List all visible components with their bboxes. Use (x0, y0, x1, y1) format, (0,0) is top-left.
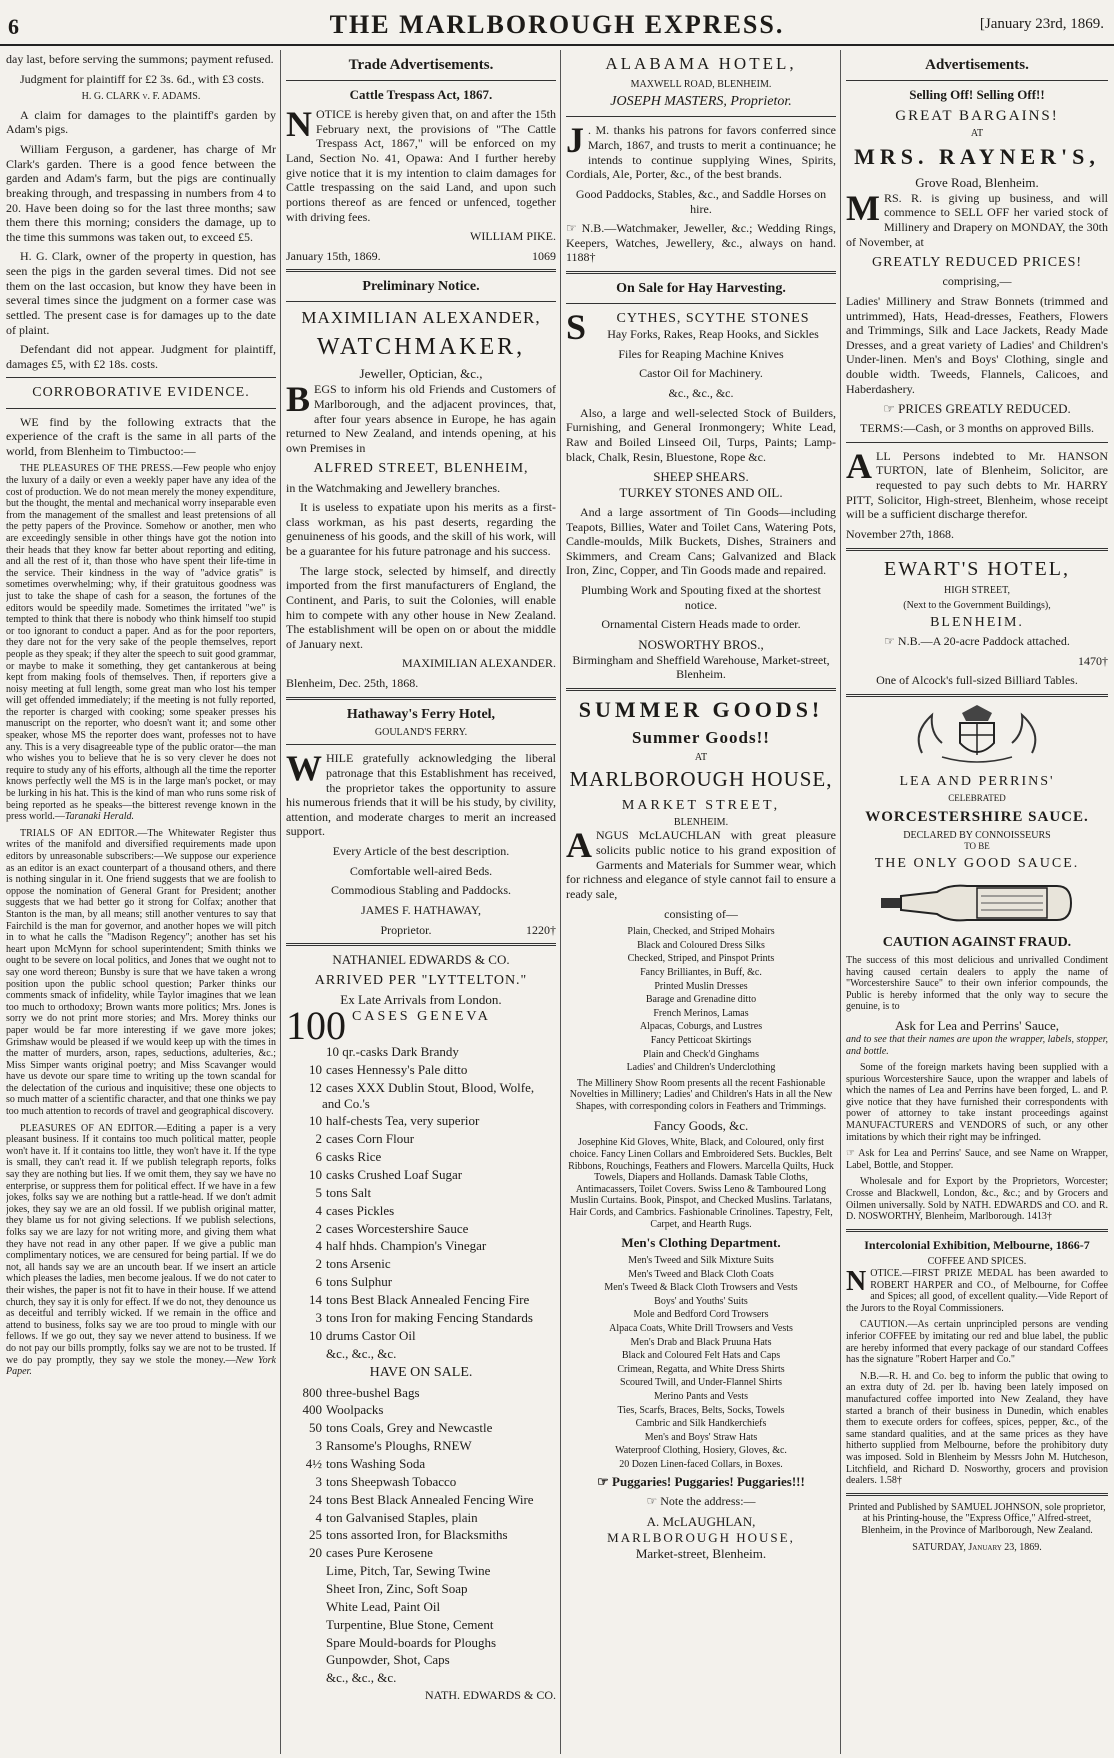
pointing-hand-icon: ☞ (846, 1148, 859, 1160)
ad-title: Cattle Trespass Act, 1867. (349, 87, 493, 103)
stock-item (286, 1599, 556, 1615)
ad-warning: CAUTION AGAINST FRAUD. (882, 935, 1072, 950)
stock-description: Woolpacks (326, 1402, 384, 1418)
ad-subtitle: DECLARED BY CONNOISSEURS (903, 829, 1051, 841)
stock-description: &c., &c., &c. (326, 1345, 397, 1361)
stock-item (286, 1238, 556, 1254)
stock-description: cases Hennessy's Pale ditto (326, 1061, 468, 1077)
ad-body: &c., &c., &c. (668, 386, 734, 401)
stock-item (286, 1185, 556, 1201)
ad-body: S CYTHES, SCYTHE STONES Hay Forks, Rakes, Reap Hooks, and Sickles (566, 307, 819, 348)
clothing-item: Black and Coloured Felt Hats and Caps (621, 1350, 781, 1362)
ad-signature: WILLIAM PIKE. (470, 229, 556, 244)
ad-address: MARKET STREET, (621, 797, 781, 813)
stock-item (286, 1474, 556, 1490)
ad-body: Ladies' Millinery and Straw Bonnets (trimmed and untrimmed), Hats, Head-dresses, Feathers, Flowers and Trimmings, Silk and Lace Jackets, Ready Made Dresses, and a great variety of Ladies' and Children's Under-linen. Men's and Boys' Clothing, single and double width. Tweeds, Flannels, Calicoes, and Haberdashery. (846, 293, 1108, 396)
clothing-item: Ties, Scarfs, Braces, Belts, Socks, Towels (617, 1404, 785, 1416)
ad-slogan: THE ONLY GOOD SAUCE. (874, 855, 1080, 871)
ad-signature: NOSWORTHY BROS., (638, 636, 764, 652)
stock-description: ton Galvanised Staples, plain (326, 1509, 478, 1525)
clothing-item: Alpaca Coats, White Drill Trowsers and Vests (609, 1322, 793, 1334)
stock-item (286, 1438, 556, 1454)
stock-description: casks Rice (326, 1149, 382, 1165)
divider (846, 442, 1108, 443)
clothing-item: Boys' and Youths' Suits (654, 1295, 748, 1307)
stock-item (286, 1563, 556, 1579)
stock-description: cases Pickles (326, 1202, 395, 1218)
stock-quantity: 2 (315, 1256, 322, 1272)
ad-body: Wholesale and for Export by the Proprietors, Worcester; Crosse and Blackwell, London, &c., &c.; and by Grocers and Oilmen universally. Sold by NATH. EDWARDS and CO. and R. D. NOSWORTHY, Blenheim, Marlborough. 1413† (846, 1176, 1108, 1223)
stock-quantity: 6 (315, 1274, 322, 1290)
ad-section: Men's Clothing Department. (621, 1235, 781, 1251)
ad-body: BEGS to inform his old Friends and Customers of Marlborough, and the adjacent provinces, that, after four years absence in Europe, he has again returned to New Zealand, and intends opening, at his own Premises in (286, 379, 556, 455)
ad-body: One of Alcock's full-sized Billiard Tables. (876, 673, 1078, 688)
ad-body: ☞ N.B.—A 20-acre Paddock attached. (884, 634, 1070, 649)
court-text: William Ferguson, a gardener, has charge of Mr Clark's garden. There is a good fence between the garden and Adam's farm, but the pigs are continually breaking through, and trespassing in numbers from 4 to 20. Have been doing so for the last three months; saw them there this morning; considers the damage, up to the time this summons was taken out, to exceed £5. (6, 142, 276, 244)
clothing-item: Merino Pants and Vests (654, 1390, 748, 1402)
ad-body: and to see that their names are upon the wrapper, labels, stopper, and bottle. (846, 1033, 1108, 1057)
stock-description: Gunpowder, Shot, Caps (326, 1652, 450, 1668)
ad-body: NOTICE.—FIRST PRIZE MEDAL has been awarded to ROBERT HARPER and CO., of Melbourne, for Coffee and Spices; all good, of excellent quality.—Vide Report of the Jurors to the Royal Commissioners. (846, 1266, 1108, 1314)
ad-body: Josephine Kid Gloves, White, Black, and Coloured, only first choice. Fancy Linen Collars and Embroidered Sets. Buckles, Belt Ribbons, Rouchings, Feathers and Flowers. Marcella Quilts, Huck Towels, Diapers and Hollands. Damask Table Cloths, Antimacassers, Toilet Covers. Swiss Leno & Tamboured Long Muslin Curtains. Book, Pinspot, and Checked Muslins. Tarlatans, Hair Cords, and Cambrics. Fashionable Crinolines. Tapestry, Felt, Carpet, and Hearth Rugs. (568, 1137, 834, 1230)
ad-body: Castor Oil for Machinery. (639, 366, 763, 381)
divider (286, 301, 556, 302)
stock-description: tons Best Black Annealed Fencing Fire (326, 1292, 530, 1308)
article-intro: WE find by the following extracts that the experience of the craft is the same in all parts of the world, from Blenheim to Timbuctoo:— (6, 414, 276, 458)
stock-item (286, 1062, 556, 1078)
ad-body: MRS. R. is giving up business, and will commence to SELL OFF her varied stock of Millinery and Drapery on MONDAY, the 30th of November, at (846, 187, 1108, 249)
clothing-item: Men's Tweed & Black Cloth Trowsers and Vests (604, 1282, 798, 1294)
stock-description: cases Worcestershire Sauce (326, 1220, 469, 1236)
ad-subtitle: Ex Late Arrivals from London. (340, 992, 502, 1008)
stock-quantity: 3 (315, 1309, 322, 1325)
divider (6, 408, 276, 409)
clothing-item: Men's Tweed and Silk Mixture Suits (628, 1254, 774, 1266)
ad-subtitle: Summer Goods!! (632, 727, 770, 747)
stock-item (286, 1310, 556, 1326)
ad-subtitle: CELEBRATED (948, 793, 1006, 804)
stock-item (286, 1617, 556, 1633)
ad-title: SUMMER GOODS! (578, 697, 824, 723)
stock-quantity: 10 (309, 1113, 322, 1129)
stock-quantity: 24 (309, 1491, 322, 1507)
ad-ref: 1470† (1078, 653, 1108, 668)
ad-body: Ornamental Cistern Heads made to order. (601, 617, 801, 632)
stock-quantity: 5 (315, 1184, 322, 1200)
stock-description: tons Washing Soda (326, 1456, 426, 1471)
ad-body: Plumbing Work and Spouting fixed at the shortest notice. (581, 583, 821, 612)
ad-banner: Selling Off! Selling Off!! (909, 87, 1045, 103)
ad-body: Ask for Lea and Perrins' Sauce, (894, 1018, 1060, 1034)
ad-date: November 27th, 1868. (846, 526, 954, 541)
article-extract: THE PLEASURES OF THE PRESS.—Few people who enjoy the luxury of a daily or even a weekly paper have any idea of the cost of production. We do not mean merely the money expenditure, but the thought, the mental and mechanical worry inseparable even from the management of the smallest and least pretensions of all the petty papers of the Province. Somehow or another, men who are exceedingly sensible in other things have got the notion into their heads that they know far better about reporting and editing, and all the rest of it, than those who have spent their life-time in the service. Their kindness in the way of "advice gratis" is sometimes overwhelming; why, if their gratuitous goodness was just to take the shape of cash for a season, the fortunes of the editors would be speedily made. Sometimes the irritated "we" is tempted to think that there is nobody who think himself too stupid or too ignorant to conduct a paper. And as for the poor reporters, they dare not for the very sake of the people themselves, report people as they speak; if they alter the speech to suit good grammar, or maybe to make it something, they get cantankerous at being kept from making fools of themselves. Then, if reporters give a noisy meeting at full length, some great man who lost his temper will get offended immediately; if the meeting is not fully reported, the reporter is charged with cooking; some speaker presses his manuscript on the reporter, who doesn't want it; and some other speaker, whose MS the reporter does want, professes not to have any. This is a very disagreeable type of the public orator—the man who wishes you to believe that he is so very clever he does not require to study any of his efforts, although all the time the reporter knows perfectly well the MS is in the large man's pocket, or may be lurking in his hat. This is the kind of man who runs some risk of being reported as he speaks—the bitterest revenge known in the press world.—Taranaki Herald. (6, 463, 276, 823)
stock-quantity: 10 (309, 1061, 322, 1077)
ad-date: Blenheim, Dec. 25th, 1868. (286, 676, 419, 691)
stock-description: tons assorted Iron, for Blacksmiths (326, 1527, 508, 1543)
sauce-bottle-icon (877, 876, 1077, 930)
stock-item (286, 1256, 556, 1272)
ad-store: MARLBOROUGH HOUSE, (569, 767, 833, 792)
article-extract: PLEASURES OF AN EDITOR.—Editing a paper is a very pleasant business. If it contains too much political matter, people won't have it. If it contains too little, they won't have it. If the type is small, they can't read it. If we publish telegraph reports, folks say they are nothing but lies. If we omit them, they say we have no enterprise, or suppress them for political effect. If we have in a few jokes, folks say we are nothing but a rattle-head. If we don't admit jokes, they say we are an old fossil. If we publish original matter, they blame us for not giving selections. If we publish selections, folks say we are lazy for not writing more, and giving them what they have not read in any other paper. If we give a public man complimentary notices, we are censured for being partial. If we do not, all hands say we are an uncouth bear. If we insert an article which pleases the ladies, men become jealous. If we do not cater to their wishes, the paper is not fit to have in their house. If we attend church, they say it is only for effect. If we do not, they denounce us as deceitful and terribly wicked. If we remain in the office and attend to business, folks say we are too proud to mingle with our fellows. If we go out, they say we never attend to business. If we do not pay our bills promptly, folks say we are not to be trusted. If we do pay promptly, they say we stole the money.—New York Paper. (6, 1122, 276, 1378)
goods-item: Fancy Brilliantes, in Buff, &c. (640, 966, 762, 978)
stock-quantity: 3 (315, 1438, 322, 1454)
ad-address: (Next to the Government Buildings), (903, 599, 1051, 611)
ad-banner: ☞ PRICES GREATLY REDUCED. (883, 401, 1071, 417)
sale-list (286, 1385, 556, 1687)
stock-quantity: 12 (309, 1079, 322, 1095)
ad-signature: MAXIMILIAN ALEXANDER. (402, 656, 556, 671)
article-heading: CORROBORATIVE EVIDENCE. (32, 385, 250, 401)
goods-item: French Merinos, Lamas (653, 1007, 749, 1019)
stock-quantity: 400 (302, 1402, 322, 1418)
stock-item (286, 1328, 556, 1344)
case-title: H. G. CLARK v. F. ADAMS. (81, 91, 201, 103)
ad-body: Also, a large and well-selected Stock of Builders, Furnishing, and General Ironmongery; White Lead, Raw and Boiled Linseed Oil, Turps, Paints; Lamp-black, Chalk, Resin, Bluestone, Rope &c. (566, 405, 836, 464)
imprint: Printed and Published by SAMUEL JOHNSON, sole proprietor, at his Printing-house, the "Express Office," Alfred-street, Blenheim, in the Province of Marlborough, New Zealand. (848, 1501, 1106, 1536)
ad-subtitle: COFFEE AND SPICES. (927, 1256, 1027, 1268)
goods-item: Printed Muslin Dresses (654, 980, 748, 992)
stock-item: CASES GENEVA (352, 1009, 491, 1025)
stock-item (286, 1131, 556, 1147)
stock-description: cases Corn Flour (326, 1131, 415, 1147)
stock-item (286, 1167, 556, 1183)
stock-description: tons Sheepwash Tobacco (326, 1473, 457, 1489)
stock-description: Turpentine, Blue Stone, Cement (326, 1616, 494, 1632)
stock-description: White Lead, Paint Oil (326, 1598, 441, 1614)
divider (566, 688, 836, 691)
stock-item (286, 1545, 556, 1561)
stock-item (286, 1203, 556, 1219)
pointing-hand-icon: ☞ (884, 634, 898, 649)
stock-description: cases Pure Kerosene (326, 1545, 433, 1561)
ad-subtitle: TURKEY STONES AND OIL. (619, 485, 783, 501)
divider (846, 1493, 1108, 1496)
ad-body: consisting of— (664, 906, 738, 921)
ad-store: MRS. RAYNER'S, (854, 144, 1100, 170)
ad-body: WHILE gratefully acknowledging the liberal patronage that this Establishment has received, the proprietor takes the opportunity to assure his numerous friends that it will be his study, by civility, attention, and moderate charges to merit an increased support. (286, 748, 556, 839)
ad-banner: ☞ Puggaries! Puggaries! Puggaries!!! (597, 1474, 805, 1490)
stock-quantity: 10 (309, 1167, 322, 1183)
goods-item: Plain and Check'd Ginghams (643, 1048, 759, 1060)
stock-quantity: 50 (309, 1420, 322, 1436)
ad-address: Birmingham and Sheffield Warehouse, Market-street, Blenheim. (572, 652, 830, 682)
page-number: 6 (8, 14, 19, 39)
divider (846, 694, 1108, 697)
divider (286, 269, 556, 272)
ad-body: ☞ N.B.—Watchmaker, Jeweller, &c.; Wedding Rings, Keepers, Watches, Jewellery, &c., always on hand. 1188† (566, 221, 836, 265)
stock-item (286, 1581, 556, 1597)
divider (286, 80, 556, 81)
ad-body: Good Paddocks, Stables, &c., and Saddle Horses on hire. (575, 186, 827, 216)
stock-item (286, 1113, 556, 1129)
ad-body: ALL Persons indebted to Mr. HANSON TURTON, late of Blenheim, Solicitor, are requested to pay such debts to Mr. HARRY PITT, Solicitor, High-street, Blenheim, whose receipt will be a sufficient discharge therefor. (846, 445, 1108, 522)
stock-description: 10 qr.-casks Dark Brandy (326, 1044, 459, 1060)
stock-item (286, 1420, 556, 1436)
ad-name: MAXIMILIAN ALEXANDER, (301, 308, 541, 328)
ad-title: EWART'S HOTEL, (884, 557, 1070, 580)
royal-crest-icon (902, 703, 1052, 767)
stock-description: tons Coals, Grey and Newcastle (326, 1420, 493, 1436)
divider (566, 116, 836, 117)
stock-quantity: 10 (309, 1327, 322, 1343)
clothing-item: Cambric and Silk Handkerchiefs (635, 1418, 767, 1430)
ad-address: Grove Road, Blenheim. (915, 174, 1039, 190)
ad-title: ALABAMA HOTEL, (605, 54, 797, 73)
divider (566, 303, 836, 304)
ad-subtitle: GOULAND'S FERRY. (374, 726, 468, 738)
stock-quantity: 20 (309, 1545, 322, 1561)
goods-item: Alpacas, Coburgs, and Lustres (639, 1021, 763, 1033)
ad-body: Some of the foreign markets having been supplied with a spurious Worcestershire Sauce, upon the wrapper and labels of which the names of Lea and Perrins have been forged, L. and P. give notice that they have furnished their correspondents with power of attorney to take instant proceedings against MANUFACTURERS and VENDORS of such, or any other imitations by which their right may be infringed. (846, 1062, 1108, 1143)
column-1 (6, 52, 276, 1752)
ad-address: MARLBOROUGH HOUSE, (607, 1529, 795, 1545)
ad-signature: NATH. EDWARDS & CO. (424, 1688, 556, 1703)
stock-headline (286, 1008, 556, 1044)
clothing-item: Men's and Boys' Straw Hats (644, 1431, 758, 1443)
ad-title: GREAT BARGAINS! (895, 108, 1059, 125)
ad-trade: WATCHMAKER, (316, 334, 526, 361)
ad-body: The Millinery Show Room presents all the recent Fashionable Novelties in Millinery; Ladies' and Children's Hats in all the New Shapes, with corresponding colors in Feathers and Trimmings. (569, 1077, 833, 1112)
court-text: A claim for damages to the plaintiff's garden by Adam's pigs. (6, 107, 276, 137)
stock-description: tons Sulphur (326, 1274, 393, 1290)
pointing-hand-icon: ☞ (883, 401, 899, 417)
ad-address: BLENHEIM. (673, 816, 729, 828)
pointing-hand-icon: ☞ (646, 1494, 661, 1509)
stock-description: Spare Mould-boards for Ploughs (326, 1634, 497, 1650)
ad-at: AT (694, 751, 708, 763)
clothing-list (566, 1255, 836, 1471)
stock-description: Ransome's Ploughs, RNEW (326, 1438, 472, 1454)
ad-title: On Sale for Hay Harvesting. (616, 281, 786, 297)
goods-item: Black and Coloured Dress Silks (637, 939, 765, 951)
stock-item (286, 1044, 556, 1060)
ad-signature: A. McLAUGHLAN, (646, 1513, 756, 1529)
clothing-item: Waterproof Clothing, Hosiery, Gloves, &c. (615, 1445, 787, 1457)
ad-title: LEA AND PERRINS' (899, 774, 1055, 790)
clothing-item: Crimean, Regatta, and White Dress Shirts (617, 1363, 785, 1375)
stock-list (286, 1044, 556, 1361)
stock-item (286, 1510, 556, 1526)
stock-item (286, 1402, 556, 1418)
stock-description: three-bushel Bags (326, 1384, 420, 1400)
stock-description: tons Arsenic (326, 1256, 391, 1272)
ad-subtitle: TO BE (964, 841, 990, 852)
ad-line: Commodious Stabling and Paddocks. (331, 883, 511, 898)
ad-role: Proprietor. 1220† (380, 922, 556, 937)
ad-address: HIGH STREET, (944, 584, 1010, 596)
ad-subtitle: Jeweller, Optician, &c., (359, 366, 483, 382)
clothing-item: Men's Tweed and Black Cloth Coats (628, 1268, 774, 1280)
ad-body: NOTICE is hereby given that, on and after the 15th February next, the provisions of "The Cattle Trespass Act, 1867," will be enforced on my Land, Section No. 41, Opawa: And I further hereby give notice that it is my intention to claim damages for Cattle trespassing on the said Land, and upon such portions thereof as are fenced or unfenced, together with driving fees. (286, 104, 556, 224)
ad-address: BLENHEIM. (930, 615, 1024, 631)
ad-proprietor: JOSEPH MASTERS, Proprietor. (610, 94, 792, 110)
ad-body: The success of this most delicious and unrivalled Condiment having caused certain dealers to apply the name of "Worcestershire Sauce" to their own inferior compounds, the Public is hereby informed that the only way to secure the genuine, is to (846, 955, 1108, 1013)
stock-quantity: 4½ (305, 1456, 322, 1471)
goods-item: Checked, Striped, and Pinspot Prints (627, 953, 775, 965)
column-rule (840, 50, 841, 1754)
masthead (0, 0, 1114, 46)
ad-line: Comfortable well-aired Beds. (349, 863, 493, 878)
ad-body: comprising,— (942, 274, 1012, 289)
ad-body: And a large assortment of Tin Goods—including Teapots, Billies, Water and Toilet Cans, Watering Pots, Candle-moulds, Milk Buckets, Dishes, Strainers and Skimmers, and Cream Cans; Galvanized and Black Iron, Zinc, Copper, and Tin Goods made and repaired. (566, 504, 836, 578)
stock-item (286, 1080, 556, 1112)
imprint-date: SATURDAY, January 23, 1869. (912, 1541, 1042, 1553)
stock-quantity: 4 (315, 1202, 322, 1218)
column-4 (846, 52, 1108, 1752)
ad-title: NATHANIEL EDWARDS & CO. (332, 952, 510, 968)
stock-description: tons Iron for making Fencing Standards (326, 1309, 533, 1325)
stock-item (286, 1346, 556, 1362)
ad-title: Preliminary Notice. (362, 279, 480, 295)
divider (286, 697, 556, 700)
stock-description: half hhds. Champion's Vinegar (326, 1238, 487, 1254)
newspaper-title: THE MARLBOROUGH EXPRESS. (329, 10, 785, 39)
stock-description: Sheet Iron, Zinc, Soft Soap (326, 1581, 468, 1597)
stock-description: tons Best Black Annealed Fencing Wire (326, 1491, 534, 1507)
stock-quantity: 2 (315, 1131, 322, 1147)
ad-address: Market-street, Blenheim. (635, 1545, 767, 1561)
column-rule (560, 50, 561, 1754)
stock-description: half-chests Tea, very superior (326, 1113, 480, 1129)
ad-at: AT (970, 128, 984, 140)
ad-body: ☞ Note the address:— (646, 1494, 756, 1509)
ad-title: Hathaway's Ferry Hotel, (346, 706, 496, 722)
ad-body: ☞ Ask for Lea and Perrins' Sauce, and see Name on Wrapper, Label, Bottle, and Stopper. (846, 1148, 1108, 1171)
divider (846, 548, 1108, 551)
divider (846, 1229, 1108, 1232)
goods-item: Fancy Petticoat Skirtings (650, 1034, 752, 1046)
stock-description: drums Castor Oil (326, 1327, 416, 1343)
ad-date: January 15th, 1869. 1069 (286, 248, 556, 263)
stock-item (286, 1385, 556, 1401)
ad-subtitle: SHEEP SHEARS. (653, 469, 749, 485)
clothing-item: Scoured Twill, and Under-Flannel Shirts (620, 1377, 782, 1389)
ad-terms: TERMS:—Cash, or 3 months on approved Bills. (860, 421, 1094, 436)
ad-body: in the Watchmaking and Jewellery branches. (286, 480, 501, 495)
ad-subtitle: ARRIVED PER "LYTTELTON." (314, 973, 528, 989)
stock-item (286, 1635, 556, 1651)
court-text: Defendant did not appear. Judgment for plaintiff, damages £5, with £2 18s. costs. (6, 342, 276, 371)
court-text: H. G. Clark, owner of the property in question, has seen the pigs in the garden several times. Did not see them on the last occasion, but know they have been in several times since the judgment on a former case was settled. The present case is for damages up to the date of plaint. (6, 249, 276, 337)
ad-address: ALFRED STREET, BLENHEIM, (313, 461, 529, 477)
stock-quantity: 6 (315, 1149, 322, 1165)
stock-description: &c., &c., &c. (326, 1670, 397, 1686)
ad-title: GREATLY REDUCED PRICES! (871, 255, 1083, 271)
stock-item (286, 1456, 556, 1472)
stock-quantity: 14 (309, 1292, 322, 1308)
ad-subtitle: HAVE ON SALE. (369, 1365, 473, 1381)
ad-body: ANGUS McLAUCHLAN with great pleasure solicits public notice to his grand exposition of Garments and Materials for Summer wear, which for richness and elegance of style cannot fail to ensure a ready sale, (566, 825, 836, 901)
stock-item (286, 1652, 556, 1668)
column-3 (566, 52, 836, 1752)
stock-item (286, 1670, 556, 1686)
court-text: Judgment for plaintiff for £2 3s. 6d., with £3 costs. (20, 71, 265, 86)
ad-line: Every Article of the best description. (332, 844, 510, 859)
ad-body: The large stock, selected by himself, and directly imported from the first manufacturers of England, the Continent, and Paris, to suit the Colonies, will enable him to compete with any other house in New Zealand. The establishment will be open on or about the middle of January next. (286, 563, 556, 651)
stock-quantity: 800 (302, 1384, 322, 1400)
stock-quantity: 4 (315, 1509, 322, 1525)
court-text: day last, before serving the summons; payment refused. (6, 52, 274, 66)
clothing-item: 20 Dozen Linen-faced Collars, in Boxes. (619, 1458, 783, 1470)
article-extract: TRIALS OF AN EDITOR.—The Whitewater Register thus writes of the manifold and diversified requirements made upon editors by unreasonable subscribers:—We suppose our experience as an editor is an exact counterpart of a thousand others, and there is nothing singular in it. One friend suggests that we are foolish to oppose the nomination of General Grant for President; another suggests that we had better go it strong for Colfax; another that Stanton is the man, by all means; still another ventures to say that Fairchild is the man for governor, and another hopes we will pitch in to what he calls the "Madison Regency"; another has set his heart upon McMynn for school superintendent; Smith thinks we ought to be severe on local politics, and Jones that we ought not to say one word thereon; Bunsby is sure that we have taken a wrong position upon the public school question; Parker thinks our comments smack of infidelity, while Taylor imagines that we lean too much to orthodoxy; Brown wants more politics; Mrs. Jones is sorry we do not print more stories; and Mrs. Morey thinks our paper would be far more interesting if we gave more jokes; Grimshaw would be pleased if we would keep up with the times in the matter of murders, arson, rapes, seductions, adulteries, &c.; Miss Simper wants original poetry; and Miss Scavanger would have us devote our spare time to writing up the town scandal for the delectation of the curious and inquisitive; these one objects to so much matter of a scientific character, and that one thinks we pay too much attention to records of travel and geographical discovery. (6, 827, 276, 1118)
ad-body: CAUTION.—As certain unprincipled persons are vending inferior COFFEE by imitating our red and blue label, the public are hereby informed that every package of our standard Coffees has the signature "Robert Harper and Co." (846, 1319, 1108, 1366)
stock-quantity: 25 (309, 1527, 322, 1543)
stock-item (286, 1527, 556, 1543)
column-2 (286, 52, 556, 1752)
stock-item (286, 1274, 556, 1290)
section-heading: Advertisements. (925, 57, 1029, 73)
ad-body: J . M. thanks his patrons for favors conferred since March, 1867, and trusts to merit a continuance; he intends to continue supplying Wines, Spirits, Cordials, Ale, Porter, &c., of the best brands. (566, 120, 836, 182)
stock-description: cases XXX Dublin Stout, Blood, Wolfe, and Co.'s (322, 1079, 535, 1111)
ad-title: Intercolonial Exhibition, Melbourne, 1866-7 (864, 1237, 1090, 1252)
stock-description: casks Crushed Loaf Sugar (326, 1167, 463, 1183)
divider (6, 377, 276, 378)
ad-body: N.B.—R. H. and Co. beg to inform the public that owing to an extra duty of 2d. per lb. having been lately imposed on manufactured coffee imported into New Zealand, they have started a branch of their business in Dunedin, which enables them to execute orders for coffees, spices, pepper, &c., of the same standard qualities, and at the same prices as they have hitherto supplied from Melbourne, before the prohibitory duty was imposed. Sold in Blenheim by Messrs John M. Hutcheson, Litchfield, and Richard D. Nosworthy, grocers and provision dealers. 1.58† (846, 1370, 1108, 1487)
divider (286, 943, 556, 946)
divider (846, 80, 1108, 81)
stock-quantity: 100 (286, 1008, 346, 1045)
ad-body: It is useless to expatiate upon his merits as a first-class workman, as his past deserts, regarding the genuineness of his goods, and the skill of his work, will be a guarantee for his future patronage and his success. (286, 500, 556, 559)
column-rule (280, 50, 281, 1754)
ad-address: MAXWELL ROAD, BLENHEIM. (630, 78, 772, 90)
stock-item (286, 1492, 556, 1508)
pointing-hand-icon: ☞ (566, 221, 582, 236)
goods-item: Ladies' and Children's Underclothing (626, 1062, 776, 1074)
ad-body: Files for Reaping Machine Knives (618, 346, 784, 361)
stock-description: Lime, Pitch, Tar, Sewing Twine (326, 1563, 491, 1579)
goods-item: Barage and Grenadine ditto (645, 994, 757, 1006)
pointing-hand-icon: ☞ (597, 1474, 613, 1490)
divider (566, 271, 836, 274)
goods-item: Plain, Checked, and Striped Mohairs (627, 926, 775, 938)
ad-product: WORCESTERSHIRE SAUCE. (865, 808, 1089, 825)
clothing-item: Mole and Bedford Cord Trowsers (633, 1309, 769, 1321)
goods-list (566, 926, 836, 1074)
clothing-item: Men's Drab and Black Pruuna Hats (630, 1336, 772, 1348)
stock-quantity: 3 (315, 1473, 322, 1489)
ad-signature: JAMES F. HATHAWAY, (360, 902, 482, 917)
stock-item (286, 1149, 556, 1165)
stock-quantity: 2 (315, 1220, 322, 1236)
divider (286, 744, 556, 745)
issue-date: [January 23rd, 1869. (979, 16, 1104, 32)
section-heading: Trade Advertisements. (348, 57, 494, 73)
stock-description: tons Salt (326, 1184, 372, 1200)
stock-quantity: 4 (315, 1238, 322, 1254)
stock-item (286, 1221, 556, 1237)
stock-item (286, 1292, 556, 1308)
ad-section: Fancy Goods, &c. (653, 1117, 749, 1133)
